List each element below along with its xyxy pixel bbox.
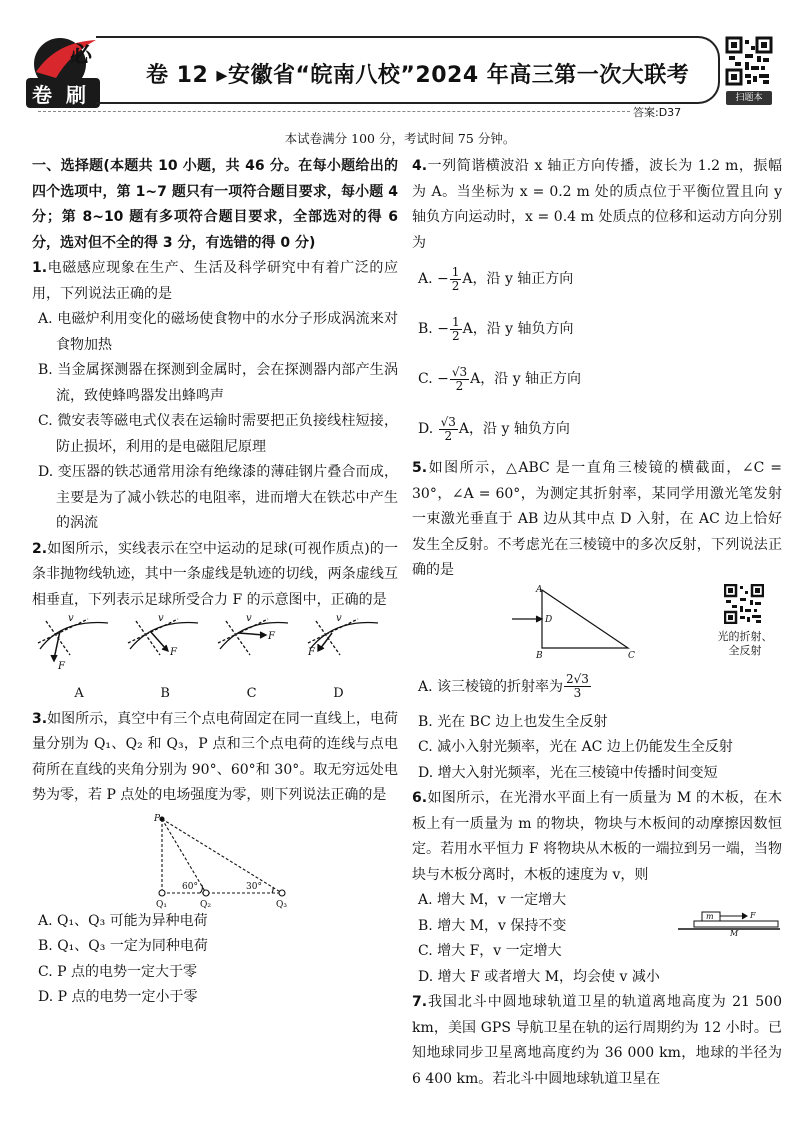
- figure-option-labels: [32, 681, 382, 707]
- question-stem: 2.如图所示，实线表示在空中运动的足球(可视作质点)的一条非抛物线轨迹，其中一条虚线是轨迹的切线，两条虚线互相垂直，下列表示足球所受合力 F 的示意图中，正确的是: [32, 540, 398, 608]
- figure-b: [128, 613, 198, 658]
- figure-label-d[interactable]: D: [333, 686, 344, 701]
- logo-bottom-left-char: 卷: [32, 83, 52, 107]
- question-7: [412, 990, 782, 1092]
- force-diagram-figure: [32, 613, 392, 681]
- exam-info: 本试卷满分 100 分，考试时间 75 分钟。: [284, 131, 516, 146]
- question-6: [412, 786, 782, 990]
- force-label: F: [308, 647, 315, 658]
- option-a[interactable]: A. 增大 M，v 一定增大: [418, 892, 567, 908]
- mass-big-m-label: M: [730, 929, 739, 938]
- figure-label-b[interactable]: B: [160, 686, 170, 701]
- option-c[interactable]: C. 减小入射光频率，光在 AC 边上仍能发生全反射: [418, 739, 733, 755]
- option-d[interactable]: D. $\frac{√3}{2}$ A，沿 y 轴负方向: [418, 414, 570, 443]
- block-board-figure: [674, 908, 782, 938]
- option-b[interactable]: B. 光在 BC 边上也发生全反射: [418, 713, 608, 730]
- qr-code-icon[interactable]: [724, 584, 764, 624]
- option-a[interactable]: A. Q₁、Q₃ 可能为异种电荷: [38, 912, 208, 929]
- angle-30-label: 30°: [246, 881, 262, 892]
- charge-q1-label: Q₁: [156, 899, 167, 909]
- option-c[interactable]: C. 增大 F，v 一定增大: [418, 943, 562, 959]
- qr-code-icon[interactable]: [725, 36, 773, 86]
- option-b[interactable]: B. 当金属探测器在探测到金属时，会在探测器内部产生涡流，致使蜂鸣器发出蜂鸣声: [38, 362, 398, 404]
- question-number: 4.: [412, 158, 428, 174]
- figure-label-c[interactable]: C: [246, 686, 257, 701]
- question-number: 5.: [412, 460, 428, 476]
- mass-m-label: m: [706, 912, 714, 921]
- answer-reference: 答案:D37: [633, 106, 682, 119]
- option-b[interactable]: B. − $\frac{1}{2}$ A，沿 y 轴负方向: [418, 314, 574, 343]
- figure-d: [307, 613, 378, 658]
- question-number: 1.: [32, 260, 48, 276]
- brand-logo: [26, 32, 106, 108]
- left-column: [32, 154, 398, 1011]
- section-heading: 一、选择题(本题共 10 小题，共 46 分。在每小题给出的四个选项中，第 1~7 题只有一项符合题目要求，每小题 4 分；第 8~10 题有多项符合题目要求，全部选对的得 6 分，选对但不全的得 3 分，有选错的得 0 分): [32, 158, 398, 251]
- question-number: 2.: [32, 540, 48, 557]
- exam-title: 卷 12 ▸安徽省“皖南八校”2024 年高三第一次大联考: [146, 63, 690, 88]
- option-d[interactable]: D. 变压器的铁芯通常用涂有绝缘漆的薄硅钢片叠合而成，主要是为了减小铁芯的电阻率，进而增大在铁芯中产生的涡流: [38, 464, 398, 531]
- question-2: [32, 537, 398, 707]
- question-stem: 1.电磁感应现象在生产、生活及科学研究中有着广泛的应用，下列说法正确的是: [32, 260, 398, 302]
- vertex-b-label: B: [536, 650, 543, 661]
- question-4: [412, 154, 782, 456]
- angle-60-label: 60°: [182, 881, 198, 892]
- force-label: F: [58, 661, 65, 672]
- prism-figure: [508, 584, 648, 664]
- option-d[interactable]: D. 增大入射光频率，光在三棱镜中传播时间变短: [418, 764, 718, 781]
- force-f-label: F: [750, 911, 756, 920]
- question-stem: 5.如图所示，△ABC 是一直角三棱镜的横截面，∠C = 30°，∠A = 60°，为测定其折射率，某同学用激光笔发射一束激光垂直于 AB 边从其中点 D 入射，在 AC 边上恰好发生全反射。不考虑光在三棱镜中的多次反射，下列说法正确的是: [412, 460, 782, 578]
- option-c[interactable]: C. − $\frac{√3}{2}$ A，沿 y 轴正方向: [418, 364, 582, 393]
- right-column: [412, 154, 782, 1092]
- point-d-label: D: [545, 614, 553, 625]
- qr-topic-caption: 光的折射、全反射: [717, 629, 773, 657]
- logo-top-char: 必: [70, 43, 93, 68]
- force-label: F: [268, 631, 275, 642]
- question-5: [412, 456, 782, 786]
- velocity-label: v: [246, 613, 252, 624]
- option-a[interactable]: A. − $\frac{1}{2}$ A，沿 y 轴正方向: [418, 264, 574, 293]
- logo-bottom-right-char: 刷: [66, 83, 86, 107]
- question-stem: 4.一列简谐横波沿 x 轴正方向传播，波长为 1.2 m，振幅为 A。当坐标为 x = 0.2 m 处的质点位于平衡位置且向 y 轴负方向运动时，x = 0.4 m 处质点的位移和运动方向分别为: [412, 158, 782, 251]
- velocity-label: v: [68, 613, 74, 624]
- question-number: 6.: [412, 790, 428, 806]
- prism-figure-row: [412, 584, 782, 670]
- option-d[interactable]: D. 增大 F 或者增大 M，均会使 v 减小: [418, 968, 660, 985]
- figure-c: [218, 613, 288, 655]
- point-p-label: P: [154, 813, 161, 824]
- option-a[interactable]: A. 电磁炉利用变化的磁场使食物中的水分子形成涡流来对食物加热: [38, 311, 398, 353]
- question-1: [32, 256, 398, 537]
- figure-label-a[interactable]: A: [74, 686, 84, 701]
- question-number: 3.: [32, 710, 48, 727]
- question-stem: 3.如图所示，真空中有三个点电荷固定在同一直线上，电荷量分别为 Q₁、Q₂ 和 Q₃，P 点和三个点电荷的连线与点电荷所在直线的夹角分别为 90°、60°和 30°。取无穷远处电势为零，若 P 点处的电场强度为零，则下列说法正确的是: [32, 710, 398, 803]
- charge-q3-label: Q₃: [276, 899, 287, 909]
- force-label: F: [170, 647, 177, 658]
- question-stem: 7.我国北斗中圆地球轨道卫星的轨道离地高度为 21 500 km，美国 GPS 导航卫星在轨的运行周期约为 12 小时。已知地球同步卫星离地高度约为 36 000 km，地球的半径为 6 400 km。若北斗中圆地球轨道卫星在: [412, 994, 782, 1087]
- option-b[interactable]: B. 增大 M，v 保持不变: [418, 917, 567, 934]
- question-number: 7.: [412, 994, 428, 1010]
- option-a[interactable]: A. 该三棱镜的折射率为 $\frac{2√3}{3}$: [418, 672, 589, 700]
- question-3: [32, 707, 398, 1011]
- figure-a: [38, 613, 108, 672]
- question-stem: 6.如图所示，在光滑水平面上有一质量为 M 的木板，在木板上有一质量为 m 的物块，物块与木板间的动摩擦因数恒定。若用水平恒力 F 将物块从木板的一端拉到另一端，当物块与木板分离时，木板的速度为 v，则: [412, 790, 782, 883]
- qr-caption: 扫题本: [726, 91, 772, 105]
- option-c[interactable]: C. P 点的电势一定大于零: [38, 963, 197, 980]
- option-d[interactable]: D. P 点的电势一定小于零: [38, 989, 198, 1005]
- option-b[interactable]: B. Q₁、Q₃ 一定为同种电荷: [38, 938, 208, 954]
- header-divider: [38, 111, 630, 112]
- vertex-c-label: C: [628, 650, 635, 661]
- point-charge-figure: [32, 809, 398, 909]
- velocity-label: v: [336, 613, 342, 624]
- charge-q2-label: Q₂: [200, 899, 211, 909]
- velocity-label: v: [158, 613, 164, 624]
- vertex-a-label: A: [536, 584, 543, 595]
- option-c[interactable]: C. 微安表等磁电式仪表在运输时需要把正负接线柱短接，防止损坏，利用的是电磁阻尼原理: [38, 413, 398, 455]
